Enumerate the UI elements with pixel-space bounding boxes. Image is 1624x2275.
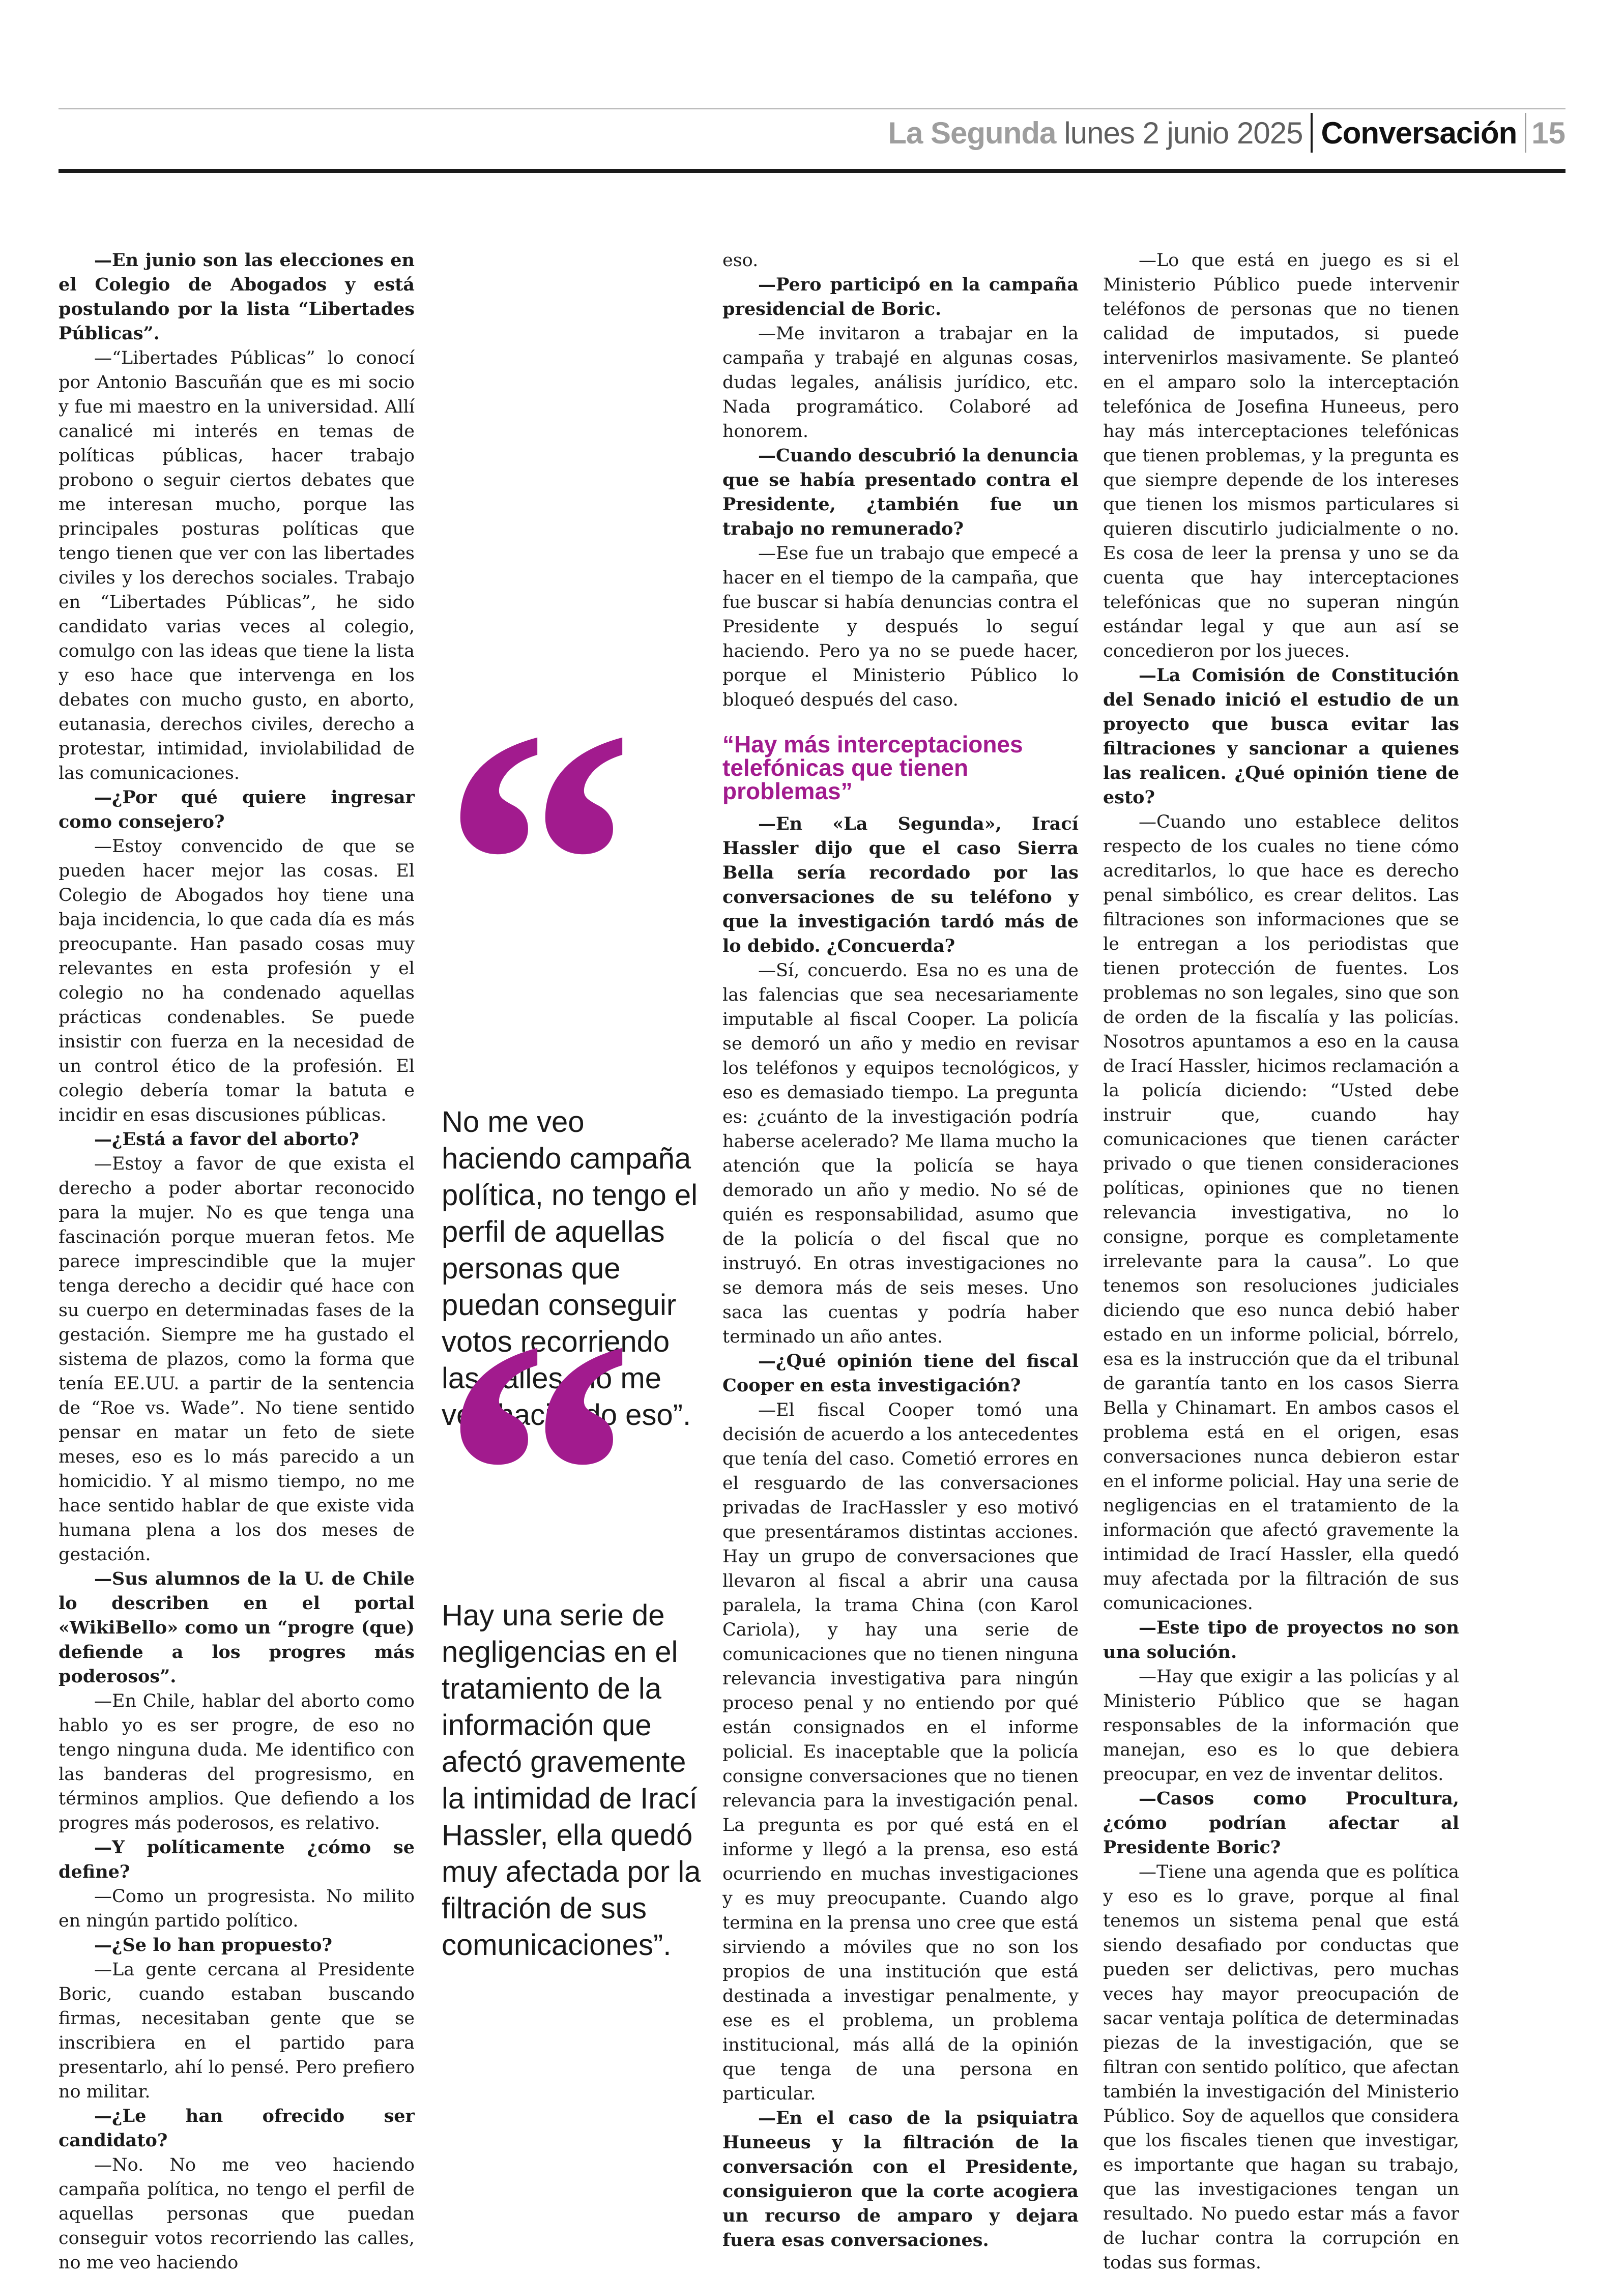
paragraph: —Estoy a favor de que exista el derecho a poder abortar reconocido para la mujer. No es que tenga una fascinación porque mueran fetos. Me parece imprescindible que la mujer tenga derecho a decidir qué hace con su cuerpo en determinadas fases de la gestación. Siempre me ha gustado el sistema de plazos, como la forma que tenía EE.UU. a partir de la sentencia de “Roe vs. Wade”. No tiene sentido pensar en matar un feto de siete meses, eso es lo más parecido a un homicidio. Y al mismo tiempo, no me hace sentido hablar de que existe vida humana plena a los dos meses de gestación. bbox=[59, 1154, 415, 1565]
pull-quote-text: No me veo haciendo campaña política, no tengo el perfil de aquellas personas que puedan conseguir votos recorriendo las calles, no me veo haciendo eso”. bbox=[442, 1105, 698, 1432]
interview-question: —Y políticamente ¿cómo se define? bbox=[59, 1837, 415, 1882]
paragraph: —Estoy convencido de que se pueden hacer mejor las cosas. El Colegio de Abogados hoy tiene una baja incidencia, lo que cada día es más preocupante. Han pasado cosas muy relevantes en esta profesión y el colegio no ha condenado aquellas prácticas condenables. Se puede insistir con fuerza en la necesidad de un control ético de la profesión. El colegio debería tomar la batuta e incidir en esas discusiones públicas. bbox=[59, 836, 415, 1125]
interview-question: —Sus alumnos de la U. de Chile lo describen en el portal «WikiBello» como un “progre (que) defiende a los progres más poderosos”. bbox=[59, 1568, 415, 1687]
interview-question: —La Comisión de Constitución del Senado inició el estudio de un proyecto que busca evitar las filtraciones y sancionar a quienes las realicen. ¿Qué opinión tiene de esto? bbox=[1103, 665, 1459, 808]
interview-question: —¿Le han ofrecido ser candidato? bbox=[59, 2106, 415, 2151]
interview-question: —En «La Segunda», Irací Hassler dijo que el caso Sierra Bella sería recordado por las conversaciones de su teléfono y que la investigación tardó más de lo debido. ¿Concuerda? bbox=[722, 813, 1079, 956]
header-bottom-rule bbox=[59, 169, 1565, 173]
paragraph: —Sí, concuerdo. Esa no es una de las falencias que sea necesariamente imputable al fiscal Cooper. La policía se demoró un año y medio en revisar los teléfonos y equipos tecnológicos, y eso es demasiado tiempo. La pregunta es: ¿cuánto de la investigación podría haberse acelerado? Me llama mucho la atención que la policía se haya demorado un año y medio. No sé de quién es responsabilidad, asumo que de la policía o del fiscal que no instruyó. En otras investigaciones no se demora más de seis meses. Uno saca las cuentas y podría haber terminado un año antes. bbox=[722, 960, 1079, 1347]
pull-quote-text: Hay una serie de negligencias en el tratamiento de la información que afectó gravemente la intimidad de Irací Hassler, ella quedó muy afectada por la filtración de sus comunicaciones”. bbox=[442, 1599, 701, 1962]
paragraph: —No. No me veo haciendo campaña política, no tengo el perfil de aquellas personas que puedan conseguir votos recorriendo las calles, no me veo haciendo bbox=[59, 2155, 415, 2273]
paragraph: —Cuando uno establece delitos respecto de los cuales no tiene cómo acreditarlos, lo que hace es derecho penal simbólico, es crear delitos. Las filtraciones son informaciones que se le entregan a los periodistas que tienen protección de fuentes. Los problemas no son legales, sino que son de orden de la fiscalía y las policías. Nosotros apuntamos a eso en la causa de Irací Hassler, hicimos reclamación a la policía diciendo: “Usted debe instruir que, cuando hay comunicaciones que tienen carácter privado o que tienen consideraciones políticas, opiniones que no tienen relevancia investigativa, no lo consigne, porque es completamente irrelevante para la causa”. Lo que tenemos son resoluciones judiciales diciendo que eso nunca debió haber estado en un informe policial, bórrelo, esa es la instrucción que da el tribunal de garantía tanto en los casos Sierra Bella y Chinamart. En ambos casos el problema está en el origen, esas conversaciones nunca debieron estar en el informe policial. Hay una serie de negligencias en el tratamiento de la información que afectó gravemente la intimidad de Irací Hassler, ella quedó muy afectada por la filtración de sus comunicaciones. bbox=[1103, 812, 1459, 1614]
section-name: Conversación bbox=[1321, 115, 1517, 150]
interview-question: —Cuando descubrió la denuncia que se había presentado contra el Presidente, ¿también fue un trabajo no remunerado? bbox=[722, 445, 1079, 539]
article-column-3 bbox=[722, 248, 1079, 2253]
quote-mark-icon bbox=[442, 1323, 706, 1475]
interview-question: —¿Por qué quiere ingresar como consejero? bbox=[59, 787, 415, 832]
header-divider-thin bbox=[1525, 113, 1526, 153]
page-number: 15 bbox=[1531, 115, 1565, 150]
paragraph: eso. bbox=[722, 250, 759, 271]
header-top-rule bbox=[59, 108, 1565, 109]
paragraph: —Como un progresista. No milito en ningún partido político. bbox=[59, 1886, 415, 1931]
interview-question: —¿Se lo han propuesto? bbox=[94, 1935, 332, 1956]
interview-question: —Casos como Procultura, ¿cómo podrían afectar al Presidente Boric? bbox=[1103, 1788, 1459, 1858]
paragraph: —Tiene una agenda que es política y eso es lo grave, porque al final tenemos un sistema penal que está siendo desafiado por conductas que pueden ser delictivas, pero muchas veces hay mayor preocupación de sacar ventaja política de determinadas piezas de la investigación, que se filtran con sentido político, que afectan también la investigación del Ministerio Público. Soy de aquellos que considera que los fiscales tienen que investigar, es importante que hagan su trabajo, que las investigaciones tengan un resultado. No puedo estar más a favor de luchar contra la corrupción en todas sus formas. bbox=[1103, 1862, 1459, 2273]
interview-question: —En el caso de la psiquiatra Huneeus y la filtración de la conversación con el Presidente, consiguieron que la corte acogiera un recurso de amparo y dejara fuera esas conversaciones. bbox=[722, 2108, 1079, 2251]
paragraph: —Hay que exigir a las policías y al Ministerio Público que se hagan responsables de la información que manejan, eso es lo que debiera preocupar, en vez de inventar delitos. bbox=[1103, 1667, 1459, 1785]
column-3-bottom bbox=[722, 812, 1079, 2253]
page-header bbox=[59, 113, 1565, 153]
paragraph: —La gente cercana al Presidente Boric, cuando estaban buscando firmas, necesitaban gente que se inscribiera en el partido para presentarlo, ahí lo pensé. Pero prefiero no militar. bbox=[59, 1960, 415, 2102]
paragraph: —En Chile, hablar del aborto como hablo yo es ser progre, de eso no tengo ninguna duda. Me identifico con las banderas del progresismo, en términos amplios. Que defiendo a los progres más poderosos, es relativo. bbox=[59, 1691, 415, 1833]
column-3-top bbox=[722, 248, 1079, 712]
paragraph: —El fiscal Cooper tomó una decisión de acuerdo a los antecedentes que tenía del caso. Cometió errores en el resguardo de las conversaciones privadas de IracHassler y eso motivó que presentáramos distintas acciones. Hay un grupo de conversaciones que llevaron al fiscal a abrir una causa paralela, la trama China (con Karol Cariola), y hay una serie de comunicaciones que no tienen ninguna relevancia investigativa para ningún proceso penal y no entiendo por qué están consignados en el informe policial. Es inaceptable que la policía consigne conversaciones que no tienen relevancia para la investigación penal. La pregunta es por qué está en el informe y llegó a la prensa, eso está ocurriendo en muchas investigaciones y es muy preocupante. Cuando algo termina en la prensa uno cree que está sirviendo a móviles que no son los propios de una institución que está destinada a investigar penalmente, y ese es el problema, un problema institucional, más allá de la opinión que tenga de una persona en particular. bbox=[722, 1400, 1079, 2104]
interview-question: —En junio son las elecciones en el Colegio de Abogados y está postulando por la lista “Libertades Públicas”. bbox=[59, 250, 415, 344]
paragraph: —Lo que está en juego es si el Ministerio Público puede intervenir teléfonos de personas que no tienen calidad de imputados, si puede intervenirlos masivamente. Se planteó en el amparo solo la interceptación telefónica de Josefina Huneeus, pero hay más interceptaciones telefónicas que tienen problemas, y la pregunta es que siempre depende de los intereses que tienen los mismos particulares si quieren discutirlo judicialmente o no. Es cosa de leer la prensa y uno se da cuenta que hay interceptaciones telefónicas que no superan ningún estándar legal y que aun así se concedieron por los jueces. bbox=[1103, 250, 1459, 661]
interview-question: —¿Está a favor del aborto? bbox=[94, 1129, 360, 1150]
header-divider bbox=[1311, 113, 1313, 153]
article-column-4 bbox=[1103, 248, 1459, 2275]
paragraph: —Ese fue un trabajo que empecé a hacer en el tiempo de la campaña, que fue buscar si había denuncias contra el Presidente y después lo seguí haciendo. Pero ya no se puede hacer, porque el Ministerio Público lo bloqueó después del caso. bbox=[722, 543, 1079, 710]
issue-date: lunes 2 junio 2025 bbox=[1064, 115, 1303, 150]
article-column-1 bbox=[59, 248, 415, 2275]
interview-question: —Este tipo de proyectos no son una solución. bbox=[1103, 1617, 1459, 1662]
quote-mark-icon bbox=[442, 712, 706, 865]
paragraph: —“Libertades Públicas” lo conocí por Antonio Bascuñán que es mi socio y fue mi maestro en la universidad. Allí canalicé mi interés en temas de políticas públicas, hacer trabajo probono o seguir ciertos debates que me interesan mucho, porque las principales posturas políticas que tengo tienen que ver con las libertades civiles y los derechos sociales. Trabajo en “Libertades Públicas”, he sido candidato varias veces al colegio, comulgo con las ideas que tiene la lista y eso hace que intervenga en los debates con mucho gusto, en aborto, eutanasia, derechos civiles, derecho a protestar, intimidad, inviolabilidad de las comunicaciones. bbox=[59, 348, 415, 783]
paragraph: —Me invitaron a trabajar en la campaña y trabajé en algunas cosas, dudas legales, análisis jurídico, etc. Nada programático. Colaboré ad honorem. bbox=[722, 324, 1079, 442]
newspaper-name: La Segunda bbox=[888, 115, 1056, 150]
interview-question: —Pero participó en la campaña presidencial de Boric. bbox=[722, 274, 1079, 319]
pull-quote-2 bbox=[442, 1323, 706, 1964]
interview-question: —¿Qué opinión tiene del fiscal Cooper en esta investigación? bbox=[722, 1351, 1079, 1396]
section-subheading: “Hay más interceptaciones telefónicas que tienen problemas” bbox=[722, 731, 1023, 804]
